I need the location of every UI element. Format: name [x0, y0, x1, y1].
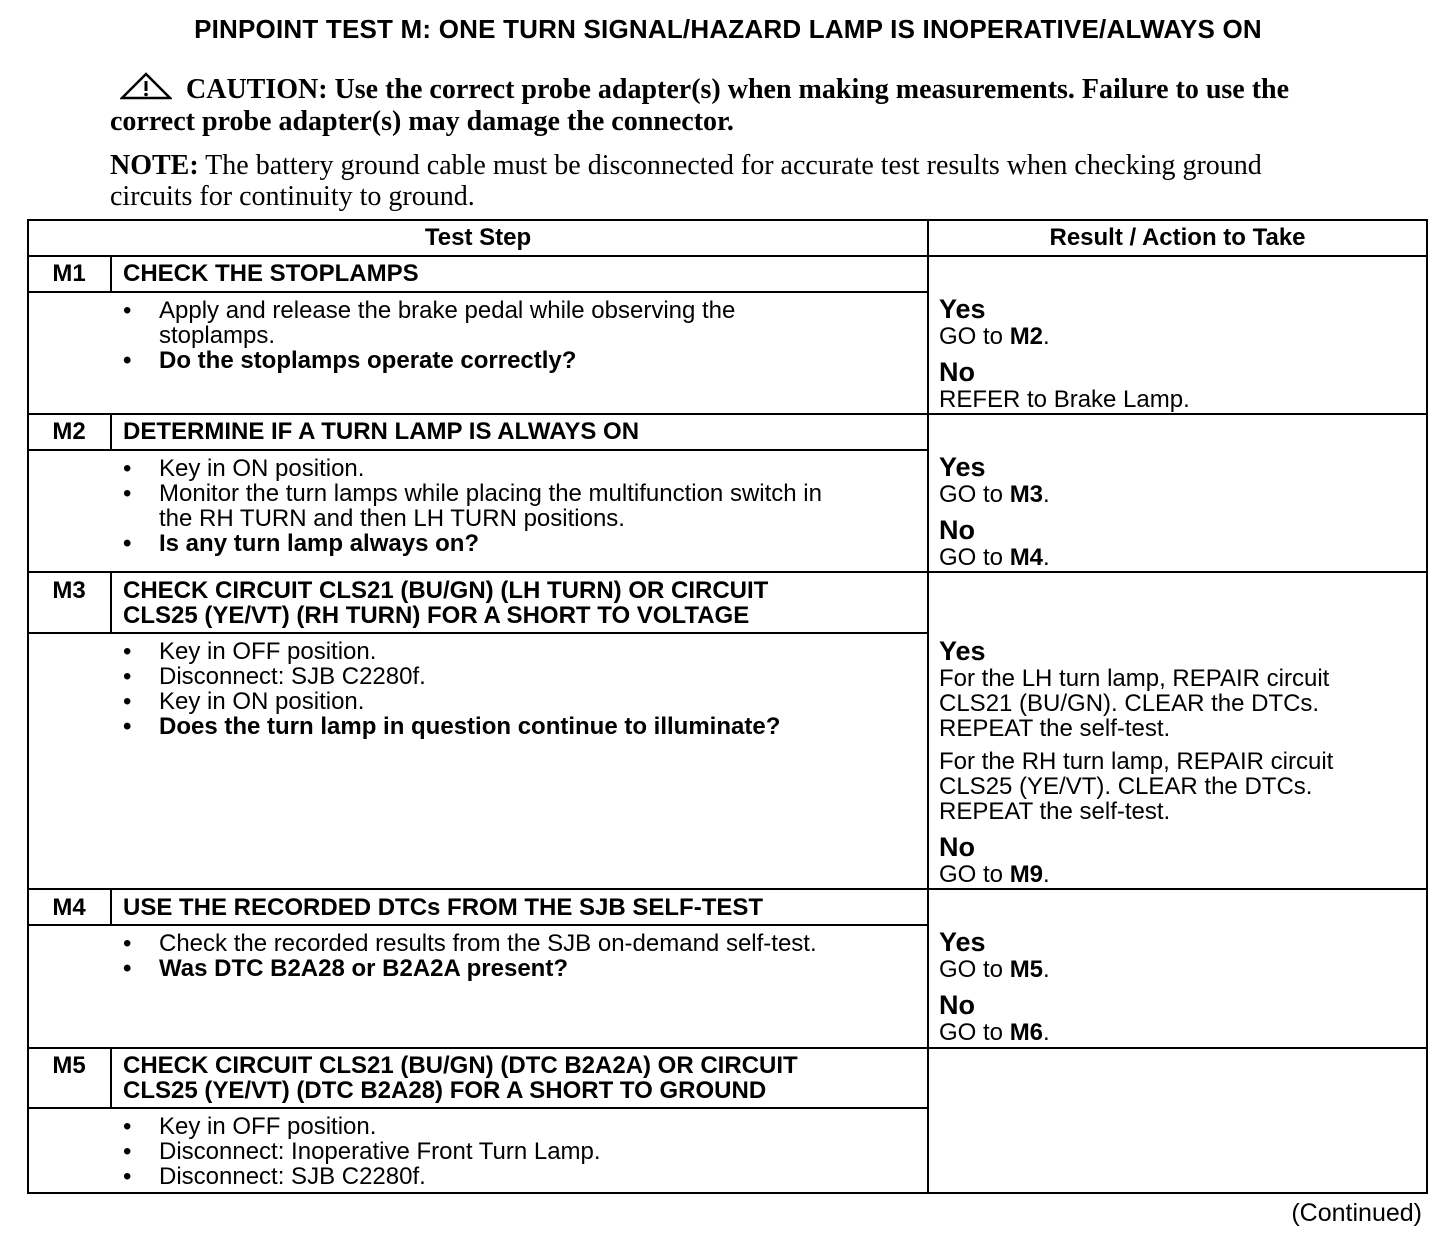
step-bullets-m4	[123, 931, 817, 981]
step-bullets-m1	[123, 298, 735, 373]
header-test-step: Test Step	[424, 224, 532, 251]
note-text: The battery ground cable must be disconnected for accurate test results when checking ground circuits for continuity to ground.	[110, 150, 1262, 212]
step-id-divider	[110, 257, 112, 291]
row-divider	[29, 1047, 1426, 1049]
step-title-divider	[29, 632, 927, 634]
step-id-divider	[110, 415, 112, 449]
step-title-divider	[29, 291, 927, 293]
result-answer: Yes	[939, 294, 986, 324]
step-bullets-m5	[123, 1114, 601, 1189]
list-item: • Disconnect: SJB C2280f.	[123, 664, 780, 689]
step-id-divider	[110, 1049, 112, 1107]
result-answer: No	[939, 357, 975, 387]
result-m2	[939, 452, 1050, 570]
row-divider	[29, 888, 1426, 890]
step-id-m4: M4	[52, 894, 86, 921]
result-m3: Yes For the LH turn lamp, REPAIR circuit CLS21 (BU/GN). CLEAR the DTCs. REPEAT the self-test. For the RH turn lamp, REPAIR circuit CLS25 (YE/VT). CLEAR the DTCs. REPEAT the self-test. No GO to M9.	[939, 636, 1334, 888]
step-title-divider	[29, 924, 927, 926]
result-action: GO to M9.	[939, 861, 1050, 888]
list-item: • Monitor the turn lamps while placing the multifunction switch in the RH TURN and then LH TURN positions.	[123, 481, 822, 531]
list-item: • Do the stoplamps operate correctly?	[123, 348, 735, 373]
result-action: GO to M5.	[939, 956, 1050, 983]
step-bullets-m2	[123, 456, 822, 556]
row-divider	[29, 571, 1426, 573]
list-item: • Key in ON position.	[123, 689, 780, 714]
step-id-m3: M3	[52, 577, 86, 604]
continued-label: (Continued)	[1291, 1199, 1422, 1227]
step-bullets-m3	[123, 639, 780, 739]
result-answer: Yes	[939, 927, 986, 957]
step-title-divider	[29, 1107, 927, 1109]
list-item: • Key in OFF position.	[123, 1114, 601, 1139]
header-result: Result / Action to Take	[1049, 224, 1306, 251]
list-item: • Disconnect: Inoperative Front Turn Lamp.	[123, 1139, 601, 1164]
caution-text: Use the correct probe adapter(s) when making measurements. Failure to use the correct probe adapter(s) may damage the connector.	[110, 74, 1290, 137]
step-title-m1: CHECK THE STOPLAMPS	[123, 260, 419, 287]
result-answer: No	[939, 990, 975, 1020]
step-title-m3: CHECK CIRCUIT CLS21 (BU/GN) (LH TURN) OR CIRCUIT CLS25 (YE/VT) (RH TURN) FOR A SHORT TO VOLTAGE	[123, 577, 769, 629]
step-title-m5: CHECK CIRCUIT CLS21 (BU/GN) (DTC B2A2A) OR CIRCUIT CLS25 (YE/VT) (DTC B2A28) FOR A SHORT TO GROUND	[123, 1052, 798, 1104]
warning-triangle-icon	[120, 72, 172, 100]
result-answer: No	[939, 832, 975, 862]
list-item: • Was DTC B2A28 or B2A2A present?	[123, 956, 817, 981]
step-id-m1: M1	[52, 260, 86, 287]
header-divider	[29, 255, 1426, 257]
step-title-m4: USE THE RECORDED DTCs FROM THE SJB SELF-TEST	[123, 894, 764, 921]
step-title-divider	[29, 449, 927, 451]
result-m1	[939, 294, 1190, 412]
step-id-divider	[110, 573, 112, 632]
step-title-m2: DETERMINE IF A TURN LAMP IS ALWAYS ON	[123, 418, 640, 445]
result-m4	[939, 927, 1050, 1045]
result-action: GO to M4.	[939, 544, 1050, 571]
list-item: • Is any turn lamp always on?	[123, 531, 822, 556]
row-divider	[29, 413, 1426, 415]
page-title: PINPOINT TEST M: ONE TURN SIGNAL/HAZARD LAMP IS INOPERATIVE/ALWAYS ON	[194, 14, 1262, 44]
result-answer: No	[939, 515, 975, 545]
caution-block	[110, 72, 1325, 138]
result-action: GO to M2.	[939, 323, 1050, 350]
result-action: GO to M6.	[939, 1019, 1050, 1046]
list-item: • Check the recorded results from the SJB on-demand self-test.	[123, 931, 817, 956]
caution-label: CAUTION:	[186, 74, 328, 105]
note-block	[110, 150, 1325, 212]
list-item: • Apply and release the brake pedal while observing the stoplamps.	[123, 298, 735, 348]
result-action: REFER to Brake Lamp.	[939, 386, 1190, 413]
list-item: • Disconnect: SJB C2280f.	[123, 1164, 601, 1189]
step-id-m5: M5	[52, 1052, 86, 1079]
result-answer: Yes	[939, 452, 986, 482]
list-item: • Does the turn lamp in question continue to illuminate?	[123, 714, 780, 739]
note-label: NOTE:	[110, 150, 199, 181]
list-item: • Key in OFF position.	[123, 639, 780, 664]
result-answer: Yes	[939, 636, 986, 666]
list-item: • Key in ON position.	[123, 456, 822, 481]
step-id-divider	[110, 890, 112, 924]
pinpoint-test-table	[27, 219, 1428, 1194]
step-id-m2: M2	[52, 418, 86, 445]
result-action: GO to M3.	[939, 481, 1050, 508]
